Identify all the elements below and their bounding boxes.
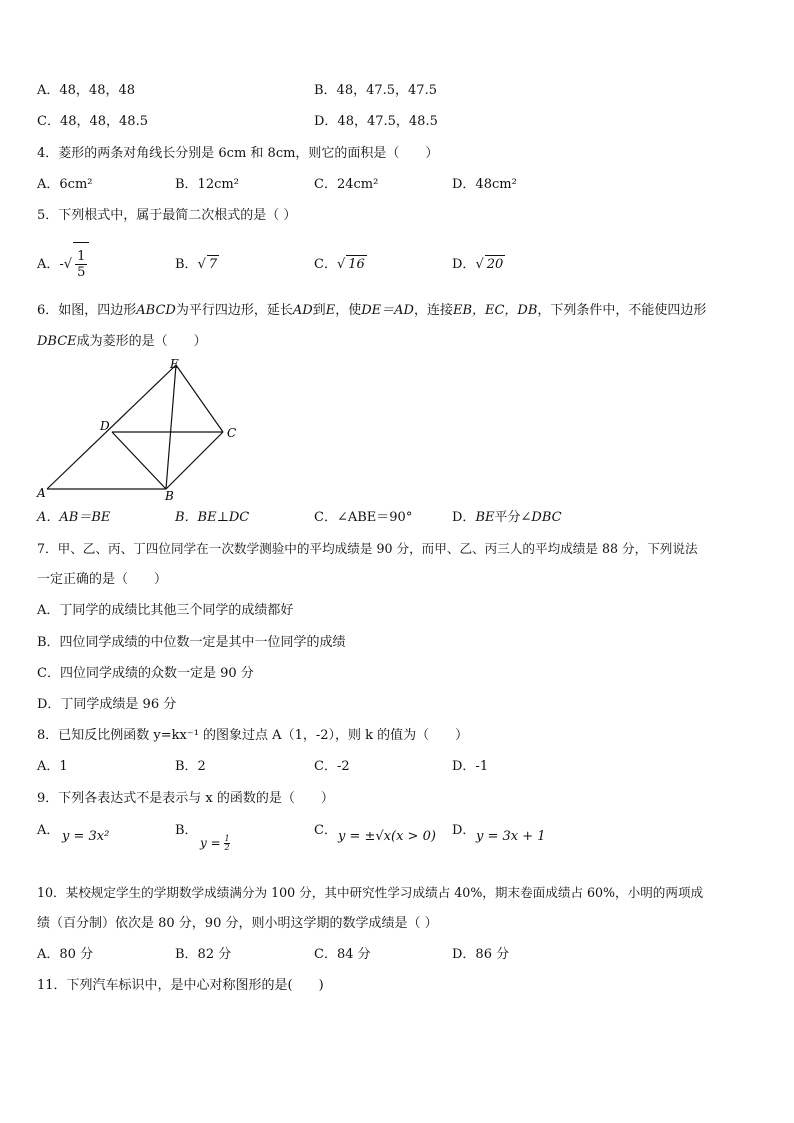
- q9-c-expr: y = ±√x(x > 0): [338, 829, 436, 844]
- q7-stem-line2: 一定正确的是（ ）: [37, 572, 168, 587]
- q9-b-den: 2: [224, 843, 230, 852]
- q8-option-d: D．-1: [452, 759, 489, 774]
- q9-option-a: [37, 822, 59, 840]
- q4-stem: 4．菱形的两条对角线长分别是 6cm 和 8cm，则它的面积是（ ）: [37, 146, 439, 161]
- q9-b-expr: [200, 834, 230, 852]
- q7-stem-line1: 7．甲、乙、丙、丁四位同学在一次数学测验中的平均成绩是 90 分，而甲、乙、丙三人的平均成绩是 88 分，下列说法: [37, 541, 698, 556]
- q6-option-d: [452, 509, 562, 527]
- q5-a-den: 5: [77, 265, 86, 280]
- q3-option-c: C．48，48，48.5: [37, 114, 148, 129]
- q8-option-a: A．1: [37, 759, 68, 774]
- q6-stem-text: ，使: [335, 303, 362, 318]
- q3-option-b: B．48，47.5，47.5: [314, 83, 437, 98]
- q5-d-radicand: 20: [486, 257, 504, 272]
- q6-e: E: [325, 303, 336, 318]
- q10-option-d: D．86 分: [452, 947, 510, 962]
- q5-a-radical: √ $\frac{1}{5}$: [64, 242, 90, 287]
- q9-b-num: 1: [224, 834, 230, 843]
- q6-d-mid: 平分: [494, 510, 521, 525]
- q5-a-prefix: A．-: [37, 257, 64, 272]
- q9-option-b: [175, 822, 198, 840]
- q5-a-num: 1: [77, 249, 86, 264]
- q5-option-a: [37, 242, 89, 287]
- q9-b-lhs: y =: [200, 836, 225, 850]
- q9-option-d: [452, 822, 475, 840]
- q6-stem-line2: [37, 333, 207, 351]
- q10-option-c: C．84 分: [314, 947, 371, 962]
- q5-c-radicand: 16: [348, 257, 365, 272]
- q8-option-c: C．-2: [314, 759, 350, 774]
- q8-option-b: B．2: [175, 759, 206, 774]
- q6-d-angle: ∠DBC: [520, 510, 562, 525]
- q6-option-c: C．∠ABE＝90°: [314, 510, 413, 525]
- q6-label-b: B: [165, 489, 174, 503]
- q9-c-prefix: C．: [314, 823, 337, 838]
- q10-stem-line2: 绩（百分制）依次是 80 分，90 分，则小明这学期的数学成绩是（ ）: [37, 916, 438, 931]
- q4-option-b: B．12cm²: [175, 177, 239, 192]
- q9-d-expr: y = 3x + 1: [476, 829, 546, 844]
- q6-stem-text: ，下列条件中，不能使四边形: [537, 303, 707, 318]
- q6-ad: AD: [292, 303, 313, 318]
- q5-d-prefix: D．: [452, 257, 476, 272]
- q6-segment-bc: [166, 432, 223, 489]
- q6-label-a: A: [37, 486, 46, 500]
- q6-dbce: DBCE: [37, 334, 77, 349]
- q6-d-prefix: D．: [452, 510, 476, 525]
- q6-segment-ec: [176, 365, 223, 432]
- q9-stem: 9．下列各表达式不是表示与 x 的函数的是（ ）: [37, 791, 334, 806]
- q6-label-c: C: [227, 426, 237, 440]
- q11-stem: 11．下列汽车标识中，是中心对称图形的是( ): [37, 978, 324, 993]
- q4-option-d: D．48cm²: [452, 177, 517, 192]
- q6-de-ad: DE＝AD: [361, 303, 414, 318]
- q5-c-prefix: C．: [314, 257, 337, 272]
- q10-option-b: B．82 分: [175, 947, 232, 962]
- q4-option-a: A．6cm²: [37, 177, 93, 192]
- q6-d-be: BE: [475, 510, 495, 525]
- q6-stem-line1: [37, 302, 706, 320]
- q7-option-c: C．四位同学成绩的众数一定是 90 分: [37, 666, 254, 681]
- q6-segments: EB，EC，DB: [452, 303, 538, 318]
- q6-stem-text: 成为菱形的是（ ）: [76, 334, 207, 349]
- q3-option-a: A．48，48，48: [37, 83, 136, 98]
- q5-option-d: D．√ 20: [452, 257, 504, 272]
- q9-a-expr: y = 3x²: [62, 829, 110, 844]
- q6-figure: [30, 355, 250, 503]
- q6-segment-eb: [166, 365, 176, 489]
- q9-option-c: [314, 822, 337, 840]
- q6-stem-text: 6．如图，四边形: [37, 303, 137, 318]
- q9-a-prefix: A．: [37, 823, 60, 838]
- q6-option-b: B．BE⊥DC: [175, 510, 250, 525]
- q6-label-e: E: [170, 357, 179, 371]
- q9-d-prefix: D．: [452, 823, 476, 838]
- q6-option-a: A．AB＝BE: [37, 510, 111, 525]
- q5-option-b: B．√ 7: [175, 257, 218, 272]
- q6-stem-text: 为平行四边形，延长: [175, 303, 293, 318]
- q6-stem-text: ，连接: [413, 303, 453, 318]
- q6-segment-ae: [47, 365, 176, 489]
- q3-option-d: D．48，47.5，48.5: [314, 114, 438, 129]
- q7-option-b: B．四位同学成绩的中位数一定是其中一位同学的成绩: [37, 635, 346, 650]
- q5-b-prefix: B．: [175, 257, 198, 272]
- q10-stem-line1: 10．某校规定学生的学期数学成绩满分为 100 分，其中研究性学习成绩占 40%，期末卷面成绩占 60%，小明的两项成: [37, 885, 704, 900]
- q7-option-d: D．丁同学成绩是 96 分: [37, 697, 177, 712]
- q9-b-prefix: B．: [175, 823, 198, 838]
- q6-label-d: D: [100, 419, 110, 433]
- q6-stem-text: 到: [312, 303, 326, 318]
- q7-option-a: A．丁同学的成绩比其他三个同学的成绩都好: [37, 603, 294, 618]
- q5-b-radicand: 7: [208, 257, 218, 272]
- q8-stem: 8．已知反比例函数 y=kx⁻¹ 的图象过点 A（1，-2），则 k 的值为（ ）: [37, 728, 469, 743]
- q10-option-a: A．80 分: [37, 947, 94, 962]
- q6-abcd: ABCD: [136, 303, 176, 318]
- q5-stem: 5．下列根式中，属于最简二次根式的是（ ）: [37, 208, 297, 223]
- q6-segment-db: [112, 432, 166, 489]
- q4-option-c: C．24cm²: [314, 177, 379, 192]
- q5-option-c: C．√ 16: [314, 257, 365, 272]
